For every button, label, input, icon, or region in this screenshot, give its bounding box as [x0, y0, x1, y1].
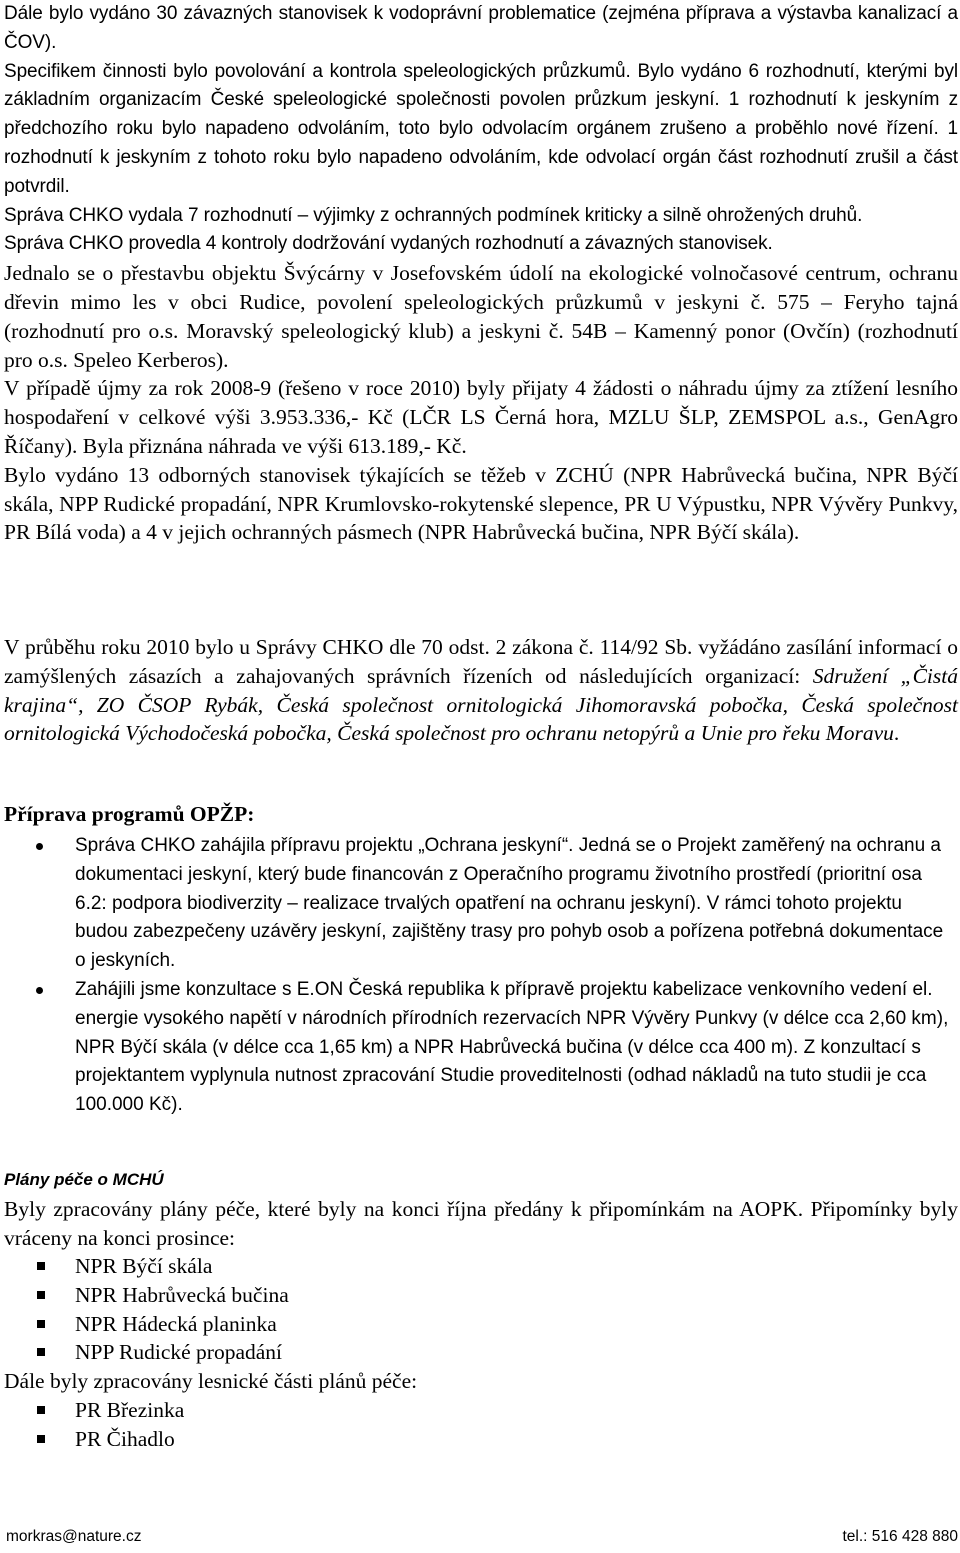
section-title-plans: Plány péče o MCHÚ [4, 1170, 164, 1189]
organizations-list: Sdružení „Čistá krajina“, ZO ČSOP Rybák, Česká společnost ornitologická Jihomoravská pobočka, Česká společnost ornitologická Východočeská pobočka, Česká společnost pro ochranu netopýrů a Unie pro řeku Moravu [4, 663, 958, 746]
list-item-text: PR Čihadlo [75, 1426, 175, 1451]
list-item [4, 1338, 958, 1367]
square-bullet-icon [37, 1262, 45, 1270]
square-bullet-icon [37, 1320, 45, 1328]
activity-block [4, 0, 958, 547]
bullet-icon [36, 843, 43, 850]
paragraph-speleo-surveys: Specifikem činnosti bylo povolování a kontrola speleologických průzkumů. Bylo vydáno 6 rozhodnutí, kterými byl základním organizacím České speleologické společnosti povolen průzkum jeskyní. 1 rozhodnutí k jeskyním z předchozího roku bylo napadeno odvoláním, toto bylo odvolacím orgánem zrušeno a proběhlo nové řízení. 1 rozhodnutí k jeskyním z tohoto roku bylo napadeno odvoláním, kde odvolací orgán část rozhodnutí zrušil a část potvrdil. [4, 60, 958, 197]
plans-list [4, 1252, 958, 1367]
information-requests-text: V průběhu roku 2010 bylo u Správy CHKO dle 70 odst. 2 zákona č. 114/92 Sb. vyžádáno zasílání informací o zamýšlených zásazích a zahajovaných správních řízeních od následujících organizací: [4, 635, 958, 688]
paragraph-exceptions: Správa CHKO vydala 7 rozhodnutí – výjimky z ochranných podmínek kriticky a silně ohrožených druhů. [4, 204, 863, 226]
list-item-text: NPR Hádecká planinka [75, 1311, 277, 1336]
paragraph-inspection-details: Jednalo se o přestavbu objektu Švýcárny v Josefovském údolí na ekologické volnočasové centrum, ochranu dřevin mimo les v obci Rudice, povolení speleologických průzkumů v jeskyni č. 575 – Feryho tajná (rozhodnutí pro o.s. Moravský speleologický klub) a jeskyni č. 54B – Kamenný ponor (Ovčín) (rozhodnutí pro o.s. Speleo Kerberos). [4, 261, 958, 372]
square-bullet-icon [37, 1406, 45, 1414]
list-item [4, 832, 958, 976]
list-item [4, 1252, 958, 1281]
footer-phone: tel.: 516 428 880 [842, 1528, 958, 1545]
list-item-text: NPP Rudické propadání [75, 1340, 283, 1365]
paragraph-forestry-plans: Dále byly zpracovány lesnické části plánů péče: [4, 1369, 418, 1393]
square-bullet-icon [37, 1291, 45, 1299]
bullet-icon [36, 987, 43, 994]
list-item [4, 1396, 958, 1425]
list-item-text: NPR Býčí skála [75, 1254, 213, 1278]
list-item [4, 1425, 958, 1454]
forestry-list [4, 1396, 958, 1454]
paragraph-plans-intro: Byly zpracovány plány péče, které byly na konci října předány k připomínkám na AOPK. Připomínky byly vráceny na konci prosince: [4, 1197, 958, 1250]
paragraph-information-requests [4, 633, 958, 748]
list-item-text: NPR Habrůvecká bučina [75, 1282, 289, 1307]
list-item [4, 1310, 958, 1339]
footer-email: morkras@nature.cz [6, 1528, 142, 1545]
list-item [4, 1281, 958, 1310]
list-item-text: Zahájili jsme konzultace s E.ON Česká republika k přípravě projektu kabelizace venkovního vedení el. energie vysokého napětí v národních přírodních rezervacích NPR Vývěry Punkvy (v délce cca 2,60 km), NPR Býčí skála (v délce cca 1,65 km) a NPR Habrůvecká bučina (v délce cca 400 m). Z konzultací s projektantem vyplynula nutnost zpracování Studie proveditelnosti (odhad nákladů na tuto studii je cca 100.000 Kč). [75, 978, 949, 1116]
paragraph-compensation: V případě újmy za rok 2008-9 (řešeno v roce 2010) byly přijaty 4 žádosti o náhradu újmy za ztížení lesního hospodaření v celkové výši 3.953.336,- Kč (LČR LS Černá hora, MZLU ŠLP, ZEMSPOL a.s., GenAgro Říčany). Byla přiznána náhrada ve výši 613.189,- Kč. [4, 376, 958, 458]
paragraph-inspections: Správa CHKO provedla 4 kontroly dodržování vydaných rozhodnutí a závazných stanovisek. [4, 233, 773, 255]
square-bullet-icon [37, 1435, 45, 1443]
list-item [4, 976, 958, 1120]
list-item-text: Správa CHKO zahájila přípravu projektu „Ochrana jeskyní“. Jedná se o Projekt zaměřený na ochranu a dokumentaci jeskyní, který bude financován z Operačního programu životního prostředí (prioritní osa 6.2: podpora biodiverzity – realizace trvalých opatření na ochranu jeskyní). V rámci tohoto projektu budou zabezpečeny uzávěry jeskyní, zajištěny trasy pro pohyb osob a pořízena potřebná dokumentace o jeskyních. [75, 835, 944, 972]
paragraph-water-opinions: Dále bylo vydáno 30 závazných stanovisek k vodoprávní problematice (zejména příprava a výstavba kanalizací a ČOV). [4, 3, 958, 53]
opzp-bullet-list [4, 832, 958, 1120]
square-bullet-icon [37, 1348, 45, 1356]
section-title-opzp: Příprava programů OPŽP: [4, 802, 255, 826]
information-requests-end: . [893, 721, 900, 746]
list-item-text: PR Březinka [75, 1398, 185, 1422]
paragraph-logging-opinions: Bylo vydáno 13 odborných stanovisek týkajících se těžeb v ZCHÚ (NPR Habrůvecká bučina, NPR Býčí skála, NPP Rudické propadání, NPR Krumlovsko-rokytenské slepence, PR U Výpustku, NPR Vývěry Punkvy, PR Bílá voda) a 4 v jejich ochranných pásmech (NPR Habrůvecká bučina, NPR Býčí skála). [4, 462, 958, 545]
